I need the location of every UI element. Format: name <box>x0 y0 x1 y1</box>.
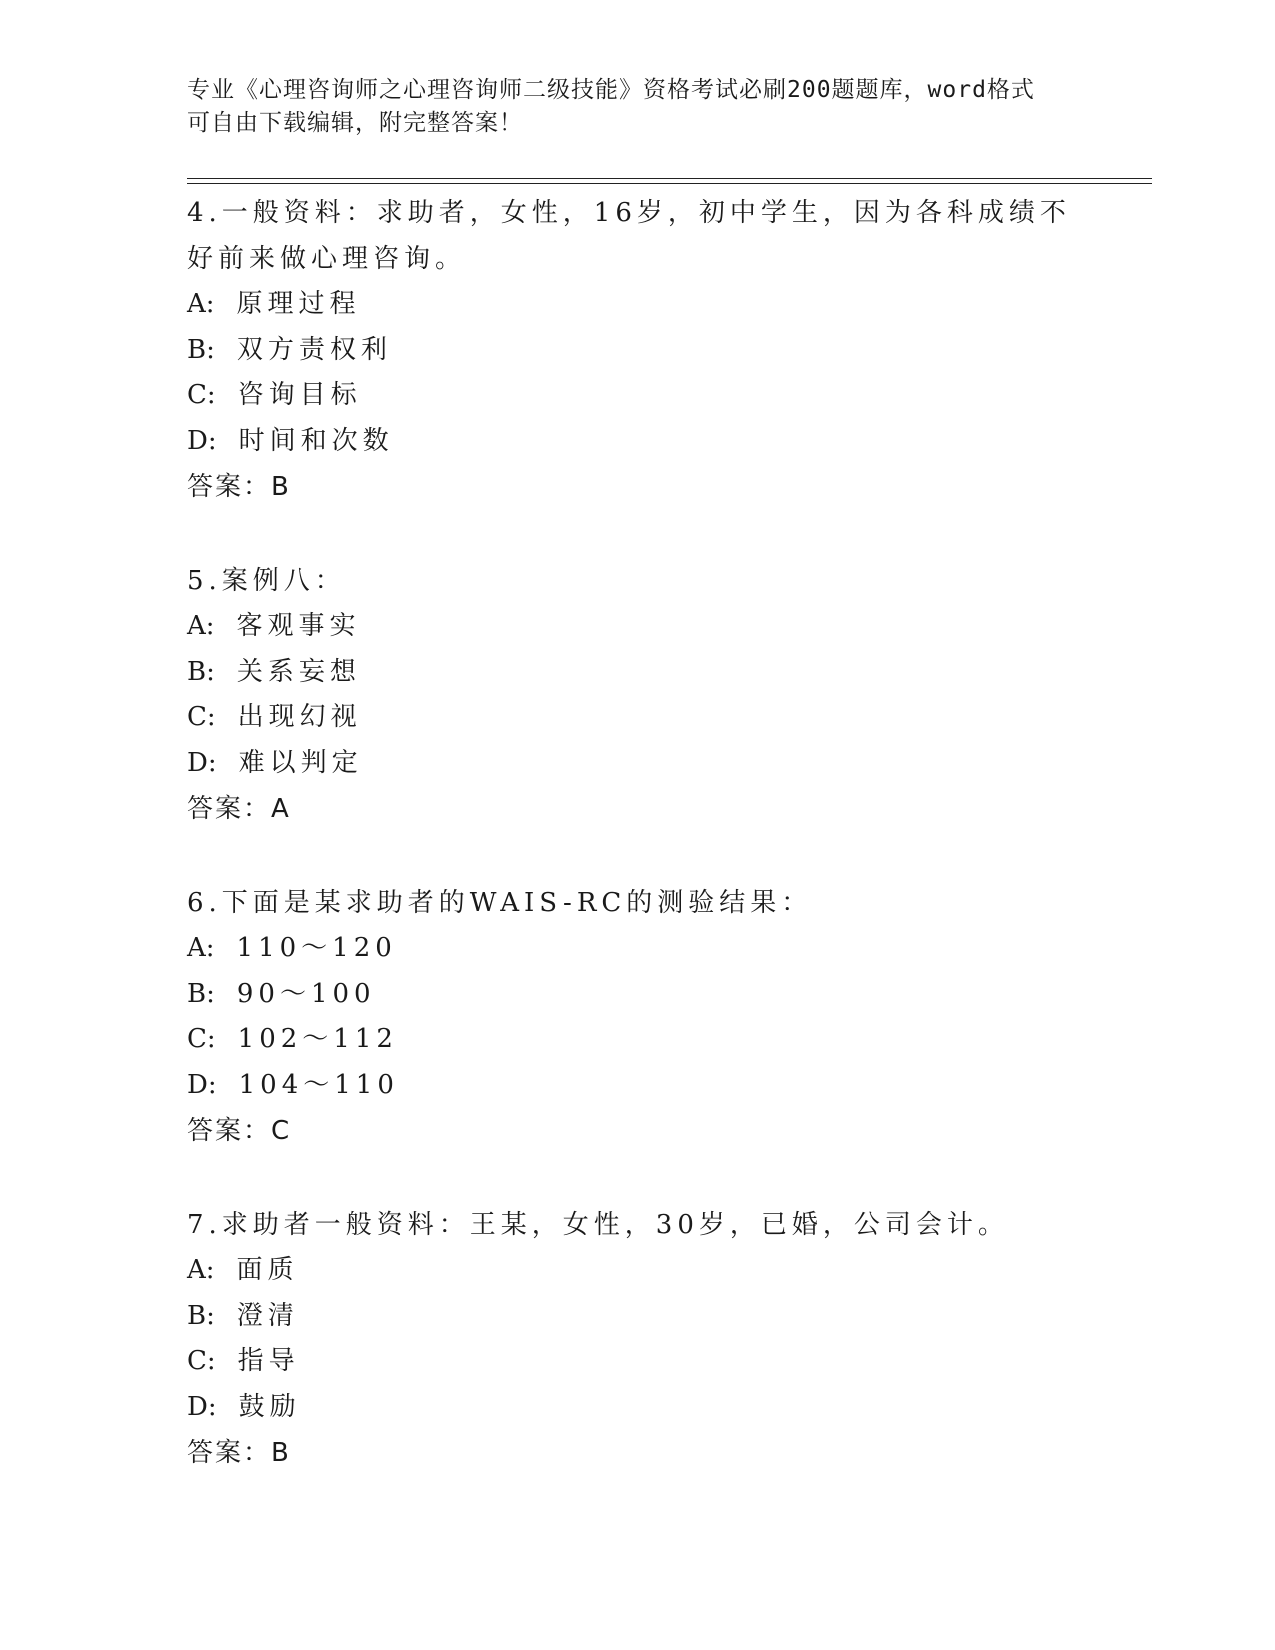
option-b <box>187 972 1087 1018</box>
header-divider-top <box>187 178 1152 179</box>
question-6 <box>187 880 1087 1154</box>
option-c <box>187 695 1087 741</box>
option-text: 鼓励 <box>238 1391 301 1422</box>
document-header <box>187 74 1067 140</box>
option-c <box>187 373 1087 419</box>
option-text: 90～100 <box>236 978 376 1009</box>
option-a <box>187 282 1087 328</box>
option-key: C: <box>187 702 216 732</box>
option-text: 关系妄想 <box>236 656 361 687</box>
option-key: B: <box>187 656 215 687</box>
option-d <box>187 419 1087 465</box>
option-d <box>187 1063 1087 1109</box>
option-text: 双方责权利 <box>236 334 392 365</box>
option-a <box>187 926 1087 972</box>
answer-line: 答案：B <box>187 1438 291 1468</box>
question-stem: 7.求助者一般资料：王某，女性，30岁，已婚，公司会计。 <box>187 1210 1009 1240</box>
option-key: C: <box>187 1346 216 1376</box>
question-stem: 5.案例八： <box>187 566 346 596</box>
option-key: B: <box>187 1300 215 1331</box>
option-text: 客观事实 <box>236 611 361 641</box>
option-text: 澄清 <box>236 1300 299 1331</box>
option-c <box>187 1339 1087 1385</box>
option-key: A: <box>187 1255 215 1285</box>
option-key: C: <box>187 380 216 410</box>
option-a <box>187 1248 1087 1294</box>
question-7 <box>187 1202 1087 1476</box>
option-key: B: <box>187 334 215 365</box>
option-text: 难以判定 <box>238 747 363 778</box>
option-text: 110～120 <box>236 933 397 963</box>
option-key: A: <box>187 611 215 641</box>
answer-line: 答案：C <box>187 1116 292 1146</box>
option-c <box>187 1017 1087 1063</box>
question-stem: 4.一般资料：求助者，女性，16岁，初中学生，因为各科成绩不好前来做心理咨询。 <box>187 198 1071 274</box>
option-key: A: <box>187 289 215 319</box>
option-text: 原理过程 <box>236 289 361 319</box>
header-line-1: 专业《心理咨询师之心理咨询师二级技能》资格考试必刷200题题库，word格式 <box>187 77 1035 103</box>
option-b <box>187 650 1087 696</box>
answer-line: 答案：B <box>187 472 291 502</box>
question-5 <box>187 558 1087 832</box>
option-key: D: <box>187 425 217 456</box>
option-d <box>187 741 1087 787</box>
option-a <box>187 604 1087 650</box>
question-stem: 6.下面是某求助者的WAIS-RC的测验结果： <box>187 888 813 918</box>
option-text: 102～112 <box>237 1024 398 1054</box>
option-text: 指导 <box>237 1346 300 1376</box>
answer-line: 答案：A <box>187 794 291 824</box>
option-key: C: <box>187 1024 216 1054</box>
option-key: D: <box>187 747 217 778</box>
option-key: B: <box>187 978 215 1009</box>
header-line-2: 可自由下载编辑，附完整答案！ <box>187 110 523 136</box>
option-key: D: <box>187 1069 217 1100</box>
option-key: D: <box>187 1391 217 1422</box>
option-key: A: <box>187 933 215 963</box>
option-b <box>187 328 1087 374</box>
option-d <box>187 1385 1087 1431</box>
question-list <box>187 190 1087 1524</box>
option-text: 面质 <box>236 1255 299 1285</box>
option-b <box>187 1294 1087 1340</box>
question-4 <box>187 190 1087 510</box>
option-text: 时间和次数 <box>238 425 394 456</box>
header-divider-bottom <box>187 183 1152 184</box>
option-text: 104～110 <box>238 1069 399 1100</box>
option-text: 出现幻视 <box>237 702 362 732</box>
option-text: 咨询目标 <box>237 380 362 410</box>
